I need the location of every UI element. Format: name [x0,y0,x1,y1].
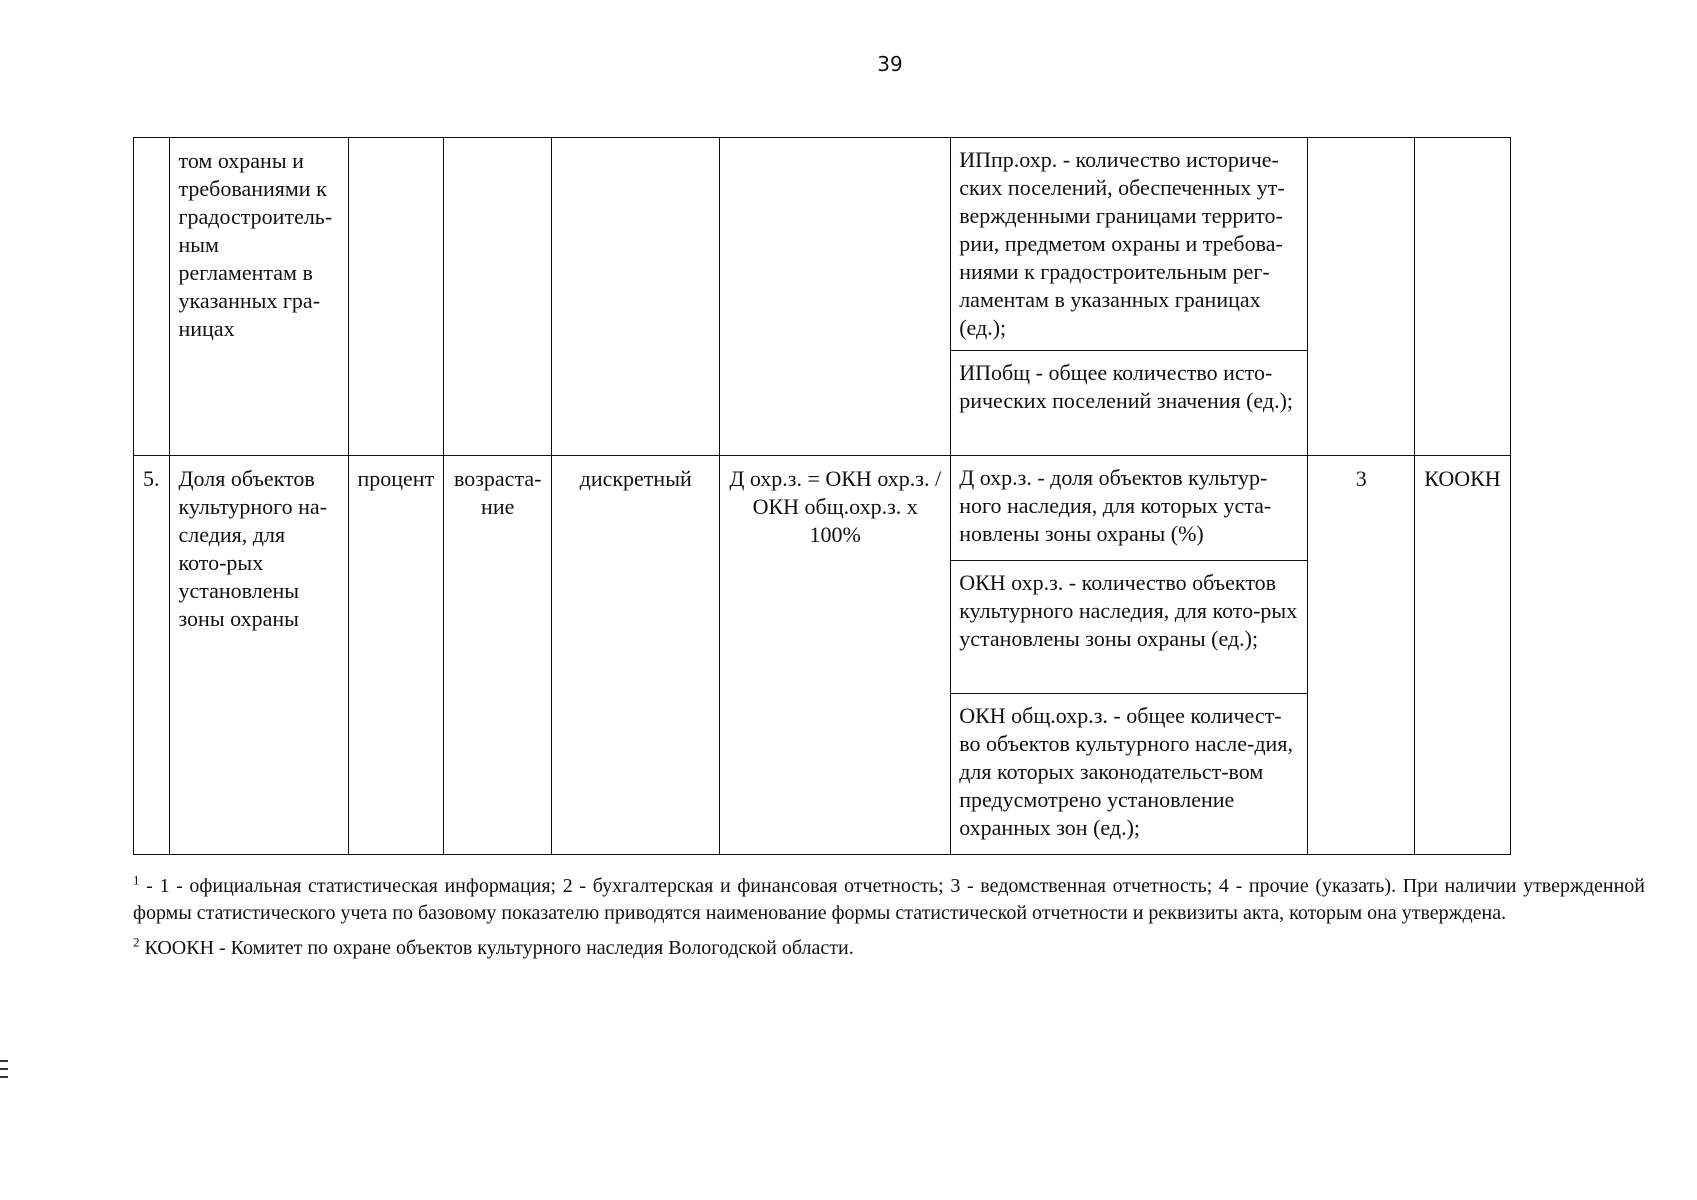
cell-responsible-empty [1415,138,1510,456]
cell-unit-empty [348,138,444,456]
footnote-2-marker: 2 [133,934,140,950]
footnote-1-marker: 1 [133,872,140,888]
cell-formula: Д охр.з. = ОКН охр.з. / ОКН общ.охр.з. х 100% [720,456,951,855]
cell-indicator: Доля объектов культурного на-следия, для кото-рых установлены зоны охраны [169,456,348,855]
table-row-5 [134,456,1511,561]
footnote-2 [133,935,1645,962]
cell-description-ipobshch: ИПобщ - общее количество исто-рических поселений значения (ед.); [951,351,1308,456]
footnote-2-text: КООКН - Комитет по охране объектов культурного наследия Вологодской области. [139,937,854,959]
cell-formula-empty [720,138,951,456]
cell-description-okn-ohr: ОКН охр.з. - количество объектов культурного наследия, для кото-рых установлены зоны охраны (ед.); [951,561,1308,694]
cell-unit: процент [348,456,444,855]
cell-row-number: 5. [134,456,170,855]
footnote-1-text: - 1 - официальная статистическая информация; 2 - бухгалтерская и финансовая отчетность; 3 - ведомственная отчетность; 4 - прочие (указать). При наличии утвержденной формы статистического учета по базовому показателю приводятся наименование формы статистической отчетности и реквизиты акта, которым она утверждена. [133,875,1645,924]
cell-type-empty [552,138,720,456]
cell-direction: возраста-ние [444,456,552,855]
footnote-1 [133,873,1645,927]
cell-description-ippr: ИПпр.охр. - количество историче-ских поселений, обеспеченных ут-вержденными границами террито-рии, предметом охраны и требова-ниями к градостроительным рег-ламентам в указанных границах (ед.); [951,138,1308,351]
cell-number-empty [134,138,170,456]
cell-type: дискретный [552,456,720,855]
scan-edge-marks [0,1060,8,1084]
cell-responsible: КООКН [1415,456,1510,855]
indicators-table [133,137,1511,855]
footnotes [133,873,1645,962]
indicators-table-wrapper [133,137,1511,855]
page-number: 39 [877,52,903,76]
cell-indicator-continued: том охраны и требованиями к градостроитель-ным регламентам в указанных гра-ницах [169,138,348,456]
cell-direction-empty [444,138,552,456]
table-row-continued [134,138,1511,351]
cell-description-okn-obshch: ОКН общ.охр.з. - общее количест-во объектов культурного насле-дия, для которых законодательст-вом предусмотрено установление охранных зон (ед.); [951,694,1308,855]
cell-source-code: 3 [1308,456,1415,855]
cell-source-empty [1308,138,1415,456]
cell-description-d-ohr: Д охр.з. - доля объектов культур-ного наследия, для которых уста-новлены зоны охраны (%) [951,456,1308,561]
